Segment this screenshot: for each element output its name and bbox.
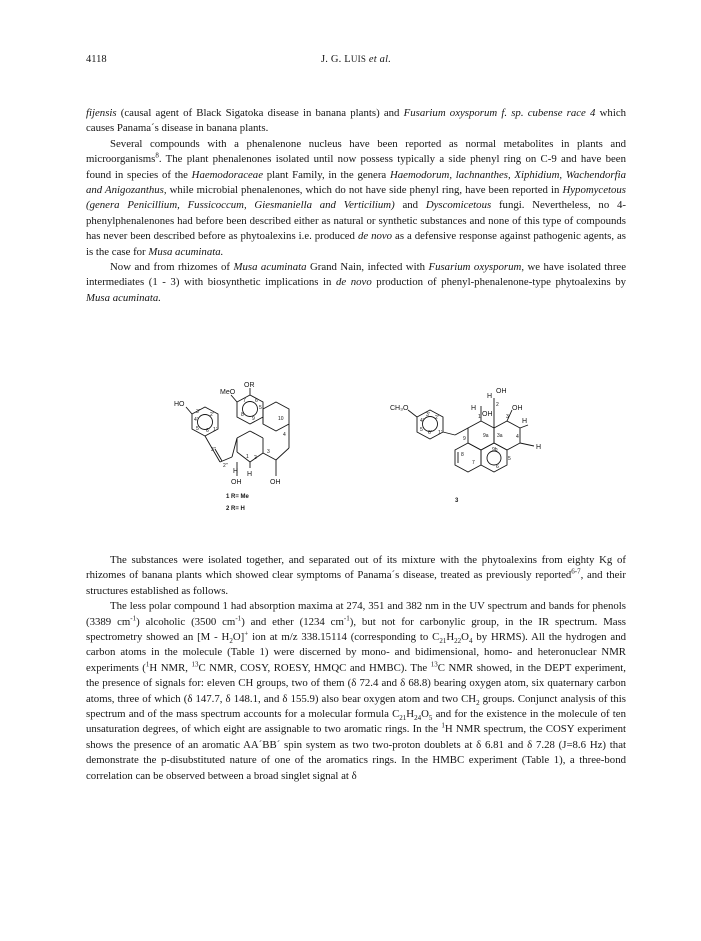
atom3-4: 4 <box>516 434 519 440</box>
atom3-2p: 2' <box>435 415 439 421</box>
paragraph-pathogen-continuation <box>86 106 626 137</box>
text-run: (causal agent of Black Sigatoka disease in banana plants) and <box>116 107 404 119</box>
atom-6p: 6' <box>206 428 210 434</box>
text-run: ), but not for carbonylic group, in the IR spectrum. Mass spectrometry showed an [M - H <box>86 615 626 644</box>
text-run: , and their structures established as follows. <box>86 569 626 597</box>
compound-label-3: 3 <box>455 498 459 504</box>
text-run: C NMR showed, in the DEPT experiment, the presence of signals for: eleven CH groups, two of them (δ 72.4 and δ 68.8) bearing oxygen atom, six quaternary carbon atoms, three of which (δ 147.7, δ 148.1, and δ 155.9) also bear oxygen atom and two CH <box>86 661 626 705</box>
atom-9: 9 <box>252 416 255 422</box>
text-run: Several compounds with a phenalenone nucleus have been reported as normal metabolites in plants and microorganisms <box>86 137 626 166</box>
superscript: 6-7 <box>571 567 581 576</box>
label-h-right: H <box>522 418 528 425</box>
atom3-9b: 9b <box>492 447 498 453</box>
paragraph-isolation-method <box>86 553 626 599</box>
label-oh-top: OH <box>496 388 507 395</box>
superscript: 13 <box>191 660 199 669</box>
atom-5: 5 <box>259 405 262 411</box>
superscript: 1 <box>145 660 150 669</box>
label-ch3o: CH₃O <box>390 405 409 412</box>
text-run: The less polar compound 1 had absorption maxima at 274, 351 and 382 nm in the UV spectrum and bands for phenols (3389 cm <box>86 600 626 628</box>
label-oh-1: OH <box>231 479 242 486</box>
text-run: The substances were isolated together, and separated out of its mixture with the phytoalexins from eighty Kg of rhizomes of banana plants which showed clear symptoms of Panama´s disease, treated as previously reported <box>86 554 626 582</box>
subscript: 5 <box>428 714 433 723</box>
text-run: as a defensive response against pathogenic agents, as is the case for <box>86 230 626 258</box>
atom-3: 3 <box>267 449 270 455</box>
label-or: OR <box>244 382 255 389</box>
italic-run: Musa acuminata <box>233 261 307 274</box>
atom-4: 4 <box>283 432 286 438</box>
atom3-5: 5 <box>508 456 511 462</box>
superscript: -1 <box>130 614 137 623</box>
atom3-8: 8 <box>461 452 464 458</box>
atom3-1: 1 <box>478 414 481 420</box>
atom3-4p: 4' <box>420 418 424 424</box>
atom-2: 2 <box>254 455 257 461</box>
text-run: fungi. Nevertheless, no 4-phenylphenalenones had before been described either as natural or synthetic substances and none of this type of compounds has never been described before as phytoalexins i.e. produced <box>86 199 626 243</box>
atom-4p: 4' <box>194 417 198 423</box>
text-run: ) alcoholic (3500 cm <box>136 615 236 628</box>
text-run: O <box>461 631 469 644</box>
text-run: groups. Conjunct analysis of this spectrum and of the mass spectrum accounts for a molecular formula C <box>86 692 626 721</box>
atom-6: 6 <box>255 398 258 404</box>
superscript: + <box>244 629 249 638</box>
superscript: -1 <box>343 614 350 623</box>
atom3-3p: 3' <box>426 412 430 418</box>
italic-run: Haemodoraceae <box>191 168 263 181</box>
italic-run: de novo <box>357 230 393 243</box>
text-run: which causes Panama´s disease in banana plants. <box>86 107 627 135</box>
running-header <box>86 54 626 70</box>
atom3-2: 2 <box>496 402 499 408</box>
label-meo: MeO <box>220 389 236 396</box>
text-run: while microbial phenalenones, which do not have side phenyl ring, have been reported in <box>166 184 563 197</box>
atom3-1p: 1' <box>438 430 442 436</box>
text-run: , we have isolated three intermediates (1 - 3) with biosynthetic implications in <box>86 261 626 289</box>
atom-7: 7 <box>243 398 246 404</box>
subscript: 24 <box>414 714 422 723</box>
results-text-block <box>86 553 626 784</box>
text-run: and for the existence in the molecule of ten unsaturation degrees, of which eight are assignable to two aromatic rings. In the <box>86 708 626 736</box>
atom-3p: 3' <box>196 409 200 415</box>
intro-text-block <box>86 106 626 306</box>
atom-1p: 1' <box>213 427 217 433</box>
text-run: Grand Nain, infected with <box>306 261 429 274</box>
atom3-7: 7 <box>472 460 475 466</box>
text-run: Now and from rhizomes of <box>110 261 234 274</box>
text-run: plant Family, in the genera <box>263 168 390 181</box>
compound-label-1: 1 R= Me <box>226 494 249 500</box>
label-oh-3: OH <box>270 479 281 486</box>
label-h-left: H <box>471 405 477 412</box>
paragraph-compound-1-spectra <box>86 599 626 784</box>
label-oh-right: OH <box>512 405 523 412</box>
italic-run: Musa acuminata. <box>86 291 161 304</box>
subscript: 21 <box>439 637 447 646</box>
text-run: H NMR spectrum, the COSY experiment shows the presence of an aromatic AA´BB´ spin system as two two-proton doublets at δ 6.81 and δ 7.28 (J=8.6 Hz) that demonstrate the p-disubstituted nature of one of the aromatics rings. In the HMBC experiment (Table 1), a three-bond correlation can be observed between a broad singlet signal at δ <box>86 723 626 782</box>
text-run: O] <box>232 631 245 644</box>
atom3-3: 3 <box>506 414 509 420</box>
text-run: H NMR, <box>149 661 192 674</box>
atom3-5p: 5' <box>420 427 424 433</box>
running-author: J. G. LUIS et al. <box>320 54 392 65</box>
text-run: H <box>406 708 415 721</box>
chemical-structures-figure <box>150 380 570 520</box>
superscript: 8 <box>155 151 159 160</box>
label-h2: H <box>487 393 493 400</box>
atom-5p: 5' <box>196 426 200 432</box>
atom-2p: 2' <box>210 412 214 418</box>
text-run: O <box>421 708 429 721</box>
italic-run: Musa acuminata. <box>148 245 224 258</box>
text-run: production of phenyl-phenalenone-type phytoalexins by <box>371 276 627 289</box>
compound-label-2: 2 R= H <box>226 506 245 512</box>
page-number: 4118 <box>86 54 107 65</box>
text-run: and <box>394 199 426 212</box>
superscript: 1 <box>441 721 445 730</box>
paragraph-isolation-aim <box>86 260 626 306</box>
atom-1: 1 <box>246 454 249 460</box>
superscript: -1 <box>235 614 242 623</box>
text-run: by HRMS). All the hydrogen and carbon atoms in the molecule (Table 1) were discerned by mono- and bidimensional, homo- and heteronuclear NMR experiments ( <box>86 631 627 674</box>
atom3-9a: 9a <box>483 433 489 439</box>
italic-run: de novo <box>335 276 372 289</box>
paragraph-phenalenone-background <box>86 137 626 260</box>
superscript: 13 <box>430 660 438 669</box>
italic-run: Hypomycetous (genera Penicillium, Fussicoccum, Giesmaniella and Verticilium) <box>86 184 627 212</box>
text-run: C NMR, COSY, ROESY, HMQC and HMBC). The <box>198 661 431 674</box>
atom-10: 10 <box>278 416 284 422</box>
subscript: 4 <box>468 637 473 646</box>
structure-drawings <box>150 380 570 520</box>
italic-run: Fusarium oxysporum f. sp. cubense race 4 <box>403 107 596 119</box>
italic-run: fijensis <box>86 107 117 119</box>
label-h-2pp: H <box>233 468 239 475</box>
atom3-3a: 3a <box>497 433 503 439</box>
atom3-6: 6 <box>496 464 499 470</box>
text-run: H <box>446 631 455 644</box>
atom3-9: 9 <box>463 436 466 442</box>
text-run: ion at m/z 338.15114 (corresponding to C <box>248 631 440 644</box>
label-h-far: H <box>536 444 542 451</box>
atom3-6p: 6' <box>428 430 432 436</box>
label-h-1: H <box>247 471 253 478</box>
text-run: ) and ether (1234 cm <box>241 615 344 628</box>
subscript: 22 <box>454 637 462 646</box>
subscript: 21 <box>399 714 407 723</box>
atom-2pp: 2'' <box>223 463 228 469</box>
subscript: 2 <box>476 698 480 707</box>
text-run: . The plant phenalenones isolated until now possess typically a side phenyl ring on C-9 and have been found in species of the <box>86 153 626 181</box>
italic-run: Haemodorum, lachnanthes, Xiphidium, Wachendorfia and Anigozanthus, <box>86 168 626 197</box>
italic-run: Fusarium oxysporum <box>428 261 522 274</box>
label-ho: HO <box>174 401 185 408</box>
label-oh-mid: OH <box>482 411 493 418</box>
atom-3pp: 3'' <box>211 447 216 453</box>
italic-run: Dyscomicetous <box>425 199 492 212</box>
atom-8: 8 <box>241 412 244 418</box>
subscript: 2 <box>229 637 233 646</box>
